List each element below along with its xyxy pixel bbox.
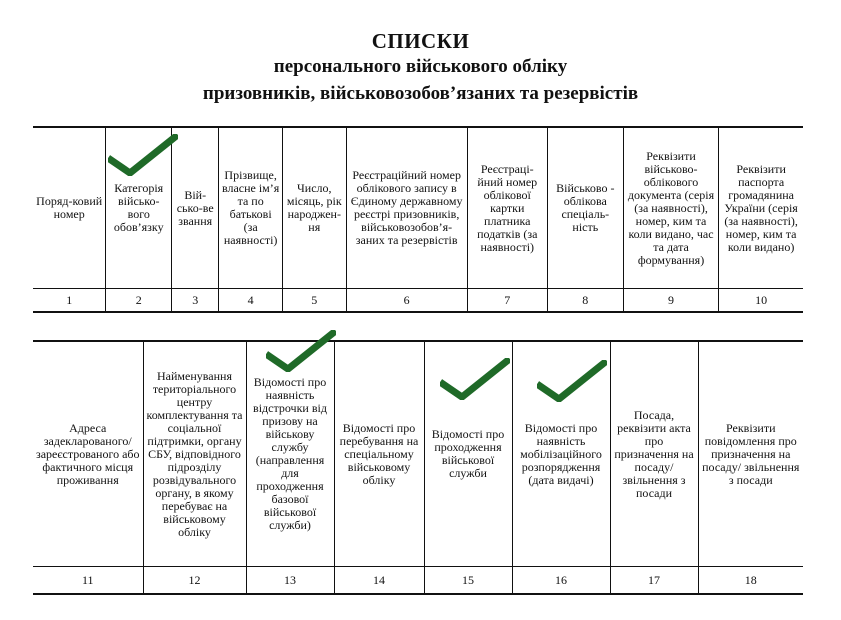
header-cell: Реєстраційний номер облікового запису в Єдиному державному реєстрі призовників, військовозобов’я-заних та резервістів	[346, 127, 467, 289]
column-number: 13	[246, 567, 334, 595]
column-number: 10	[719, 289, 803, 313]
checkmark-stroke	[269, 333, 333, 369]
column-number: 9	[623, 289, 718, 313]
document-subtitle-line-1: персонального військового обліку	[273, 56, 568, 77]
header-cell: Категорія військо-вого обов’язку	[106, 127, 172, 289]
header-cell: Реєстраці-йний номер облікової картки платника податків (за наявності)	[467, 127, 547, 289]
column-number: 6	[346, 289, 467, 313]
column-number: 15	[424, 567, 512, 595]
header-cell: Поряд-ковий номер	[33, 127, 106, 289]
column-number: 5	[282, 289, 346, 313]
header-cell: Число, місяць, рік народжен-ня	[282, 127, 346, 289]
column-number: 1	[33, 289, 106, 313]
column-number: 14	[334, 567, 424, 595]
checkmark-icon	[108, 134, 178, 176]
records-table-part-2	[33, 340, 803, 595]
header-cell: Відомості про наявність мобілізаційного розпорядження (дата видачі)	[512, 341, 610, 567]
column-number: 16	[512, 567, 610, 595]
column-number: 17	[610, 567, 698, 595]
header-cell: Посада, реквізити акта про призначення на посаду/ звільнення з посади	[610, 341, 698, 567]
header-cell: Відомості про перебування на спеціальному військовому обліку	[334, 341, 424, 567]
checkmark-stroke	[540, 363, 604, 399]
column-number: 7	[467, 289, 547, 313]
header-cell: Адреса задекларованого/ зареєстрованого або фактичного місця проживання	[33, 341, 143, 567]
header-cell: Вій-сько-ве звання	[172, 127, 219, 289]
column-number: 12	[143, 567, 246, 595]
column-number: 4	[219, 289, 283, 313]
header-cell: Відомості про наявність відстрочки від призову на військову службу (направлення для проходження базової військової служби)	[246, 341, 334, 567]
checkmark-icon	[537, 360, 607, 402]
checkmark-stroke	[443, 361, 507, 397]
checkmark-icon	[440, 358, 510, 400]
header-cell: Реквізити паспорта громадянина України (серія (за наявності), номер, ким та коли видано)	[719, 127, 803, 289]
column-number: 11	[33, 567, 143, 595]
column-number: 18	[698, 567, 803, 595]
document-title: СПИСКИ	[371, 29, 470, 53]
checkmark-stroke	[111, 137, 175, 173]
header-cell: Прізвище, власне ім’я та по батькові (за наявності)	[219, 127, 283, 289]
header-cell: Реквізити військово-облікового документа (серія (за наявності), номер, ким та коли видано, час та дата формування)	[623, 127, 718, 289]
document-subtitle-line-2: призовників, військовозобов’язаних та резервістів	[202, 83, 639, 104]
header-cell: Відомості про проходження військової служби	[424, 341, 512, 567]
checkmark-icon	[266, 330, 336, 372]
header-cell: Найменування територіального центру комплектування та соціальної підтримки, органу СБУ, відповідного підрозділу розвідувального органу, в якому перебуває на військовому обліку	[143, 341, 246, 567]
header-cell: Військово - облікова спеціаль-ність	[547, 127, 623, 289]
header-cell: Реквізити повідомлення про призначення на посаду/ звільнення з посади	[698, 341, 803, 567]
column-number: 2	[106, 289, 172, 313]
column-number: 3	[172, 289, 219, 313]
column-number: 8	[547, 289, 623, 313]
